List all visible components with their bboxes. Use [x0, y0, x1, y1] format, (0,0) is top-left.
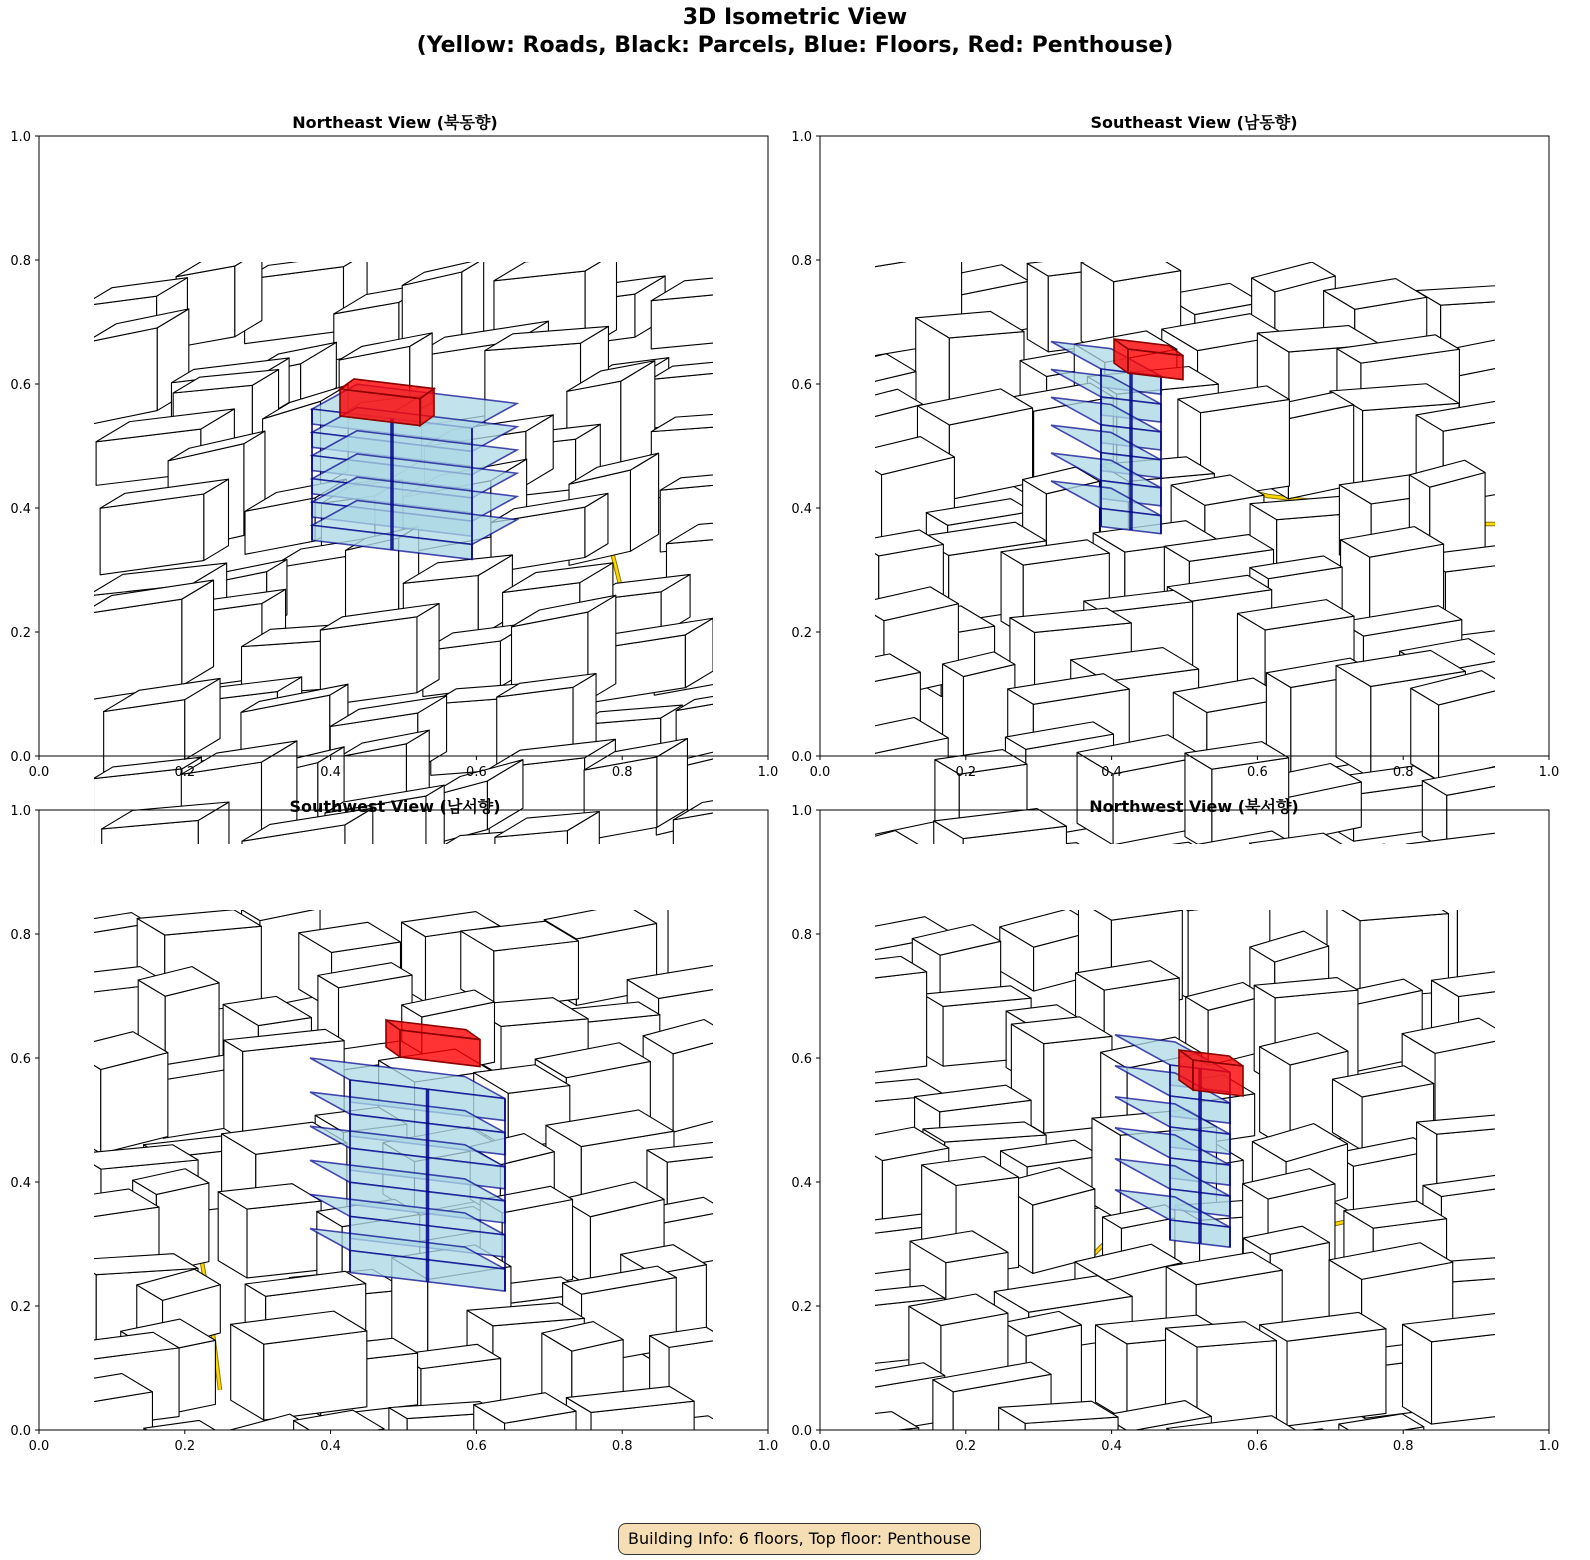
x-tick-label: 0.2 — [174, 765, 196, 780]
plot-southeast — [791, 104, 1590, 790]
parcel-face — [417, 603, 439, 692]
x-tick-label: 0.6 — [466, 1439, 487, 1454]
y-tick-label: 0.0 — [10, 1424, 31, 1439]
y-tick-label: 0.2 — [10, 626, 31, 641]
parcel-face — [651, 294, 720, 349]
parcel-building — [317, 1478, 418, 1560]
parcel-face — [1262, 1429, 1352, 1454]
parcel-face — [852, 1223, 870, 1274]
parcel-face — [1418, 1444, 1528, 1464]
x-tick-label: 0.4 — [1101, 765, 1122, 780]
parcel-face — [1330, 1502, 1354, 1560]
parcel-face — [317, 1486, 340, 1560]
parcel-face — [1188, 1471, 1250, 1560]
parcel-face — [856, 972, 927, 1075]
parcel-face — [137, 1470, 171, 1560]
parcel-building — [144, 1420, 231, 1497]
parcel-building — [832, 1412, 919, 1485]
y-tick-label: 0.2 — [10, 1300, 31, 1315]
parcel-face — [1020, 1481, 1108, 1560]
parcel-face — [48, 1201, 78, 1281]
parcel-face — [1092, 1118, 1120, 1221]
parcel-face — [165, 983, 219, 1069]
parcel-face — [372, 1438, 508, 1472]
x-tick-label: 0.8 — [611, 765, 633, 780]
parcel-face — [1154, 881, 1270, 911]
parcel-building — [999, 1401, 1118, 1488]
parcel-face — [224, 1040, 243, 1140]
parcel-face — [1079, 1443, 1179, 1479]
parcel-building — [1411, 671, 1510, 781]
x-tick-label: 1.0 — [757, 1439, 779, 1454]
parcel-face — [1293, 1447, 1353, 1502]
parcel-building — [1167, 1416, 1300, 1489]
parcel-face — [474, 1461, 507, 1558]
parcel-face — [830, 965, 856, 1075]
parcel-building — [1260, 1312, 1386, 1426]
parcel-face — [846, 1376, 867, 1434]
parcel-face — [508, 1468, 583, 1558]
parcel-building — [830, 956, 926, 1074]
scene-southwest — [48, 865, 762, 1560]
parcel-face — [1079, 1459, 1113, 1560]
plot-northeast — [0, 104, 790, 790]
parcel-building — [943, 652, 1015, 766]
parcel-face — [340, 1492, 418, 1560]
x-tick-label: 0.8 — [1392, 1439, 1414, 1454]
x-tick-label: 0.4 — [320, 765, 341, 780]
x-tick-label: 0.6 — [466, 765, 487, 780]
parcel-building — [474, 1393, 576, 1498]
parcel-face — [988, 1474, 1020, 1560]
parcel-building — [1330, 1493, 1427, 1560]
figure-title-line2: (Yellow: Roads, Black: Parcels, Blue: Floors, Red: Penthouse) — [416, 33, 1174, 58]
parcel-face — [260, 1484, 316, 1555]
x-tick-label: 0.6 — [1247, 1439, 1268, 1454]
parcel-face — [731, 471, 752, 545]
parcel-face — [264, 1331, 367, 1420]
parcel-building — [53, 1374, 153, 1497]
parcel-face — [137, 1454, 232, 1490]
x-tick-label: 0.4 — [320, 1439, 341, 1454]
y-tick-label: 1.0 — [10, 130, 31, 145]
y-tick-label: 1.0 — [791, 804, 812, 819]
panel-northeast — [0, 104, 790, 790]
panel-title-northeast: Northeast View (북동향) — [292, 113, 498, 132]
parcel-face — [761, 685, 779, 768]
parcel-face — [1330, 1493, 1427, 1516]
parcel-face — [636, 1467, 741, 1498]
panel-northwest — [791, 790, 1590, 1490]
parcel-building — [1261, 1469, 1371, 1550]
parcel-face — [591, 1401, 694, 1490]
parcel-face — [1113, 1463, 1180, 1560]
parcel-face — [833, 366, 863, 434]
x-tick-label: 0.2 — [955, 765, 977, 780]
parcel-face — [635, 865, 747, 903]
figure-title — [0, 4, 1590, 60]
parcel-building — [1079, 1443, 1179, 1560]
y-tick-label: 0.8 — [10, 928, 31, 943]
parcel-face — [294, 1420, 325, 1502]
parcel-face — [843, 1086, 869, 1151]
y-tick-label: 0.8 — [791, 254, 812, 269]
parcel-building — [1418, 1444, 1528, 1505]
parcel-face — [505, 1411, 576, 1497]
parcel-face — [840, 1466, 916, 1492]
x-tick-label: 0.4 — [1101, 1439, 1122, 1454]
parcel-building — [372, 1438, 508, 1560]
parcel-building — [1155, 1451, 1250, 1560]
y-tick-label: 0.2 — [791, 626, 812, 641]
y-tick-label: 0.4 — [10, 502, 31, 517]
x-tick-label: 1.0 — [1538, 765, 1560, 780]
plot-southwest — [0, 790, 790, 1490]
x-tick-label: 0.0 — [28, 765, 50, 780]
parcel-face — [53, 1385, 84, 1496]
parcel-face — [1361, 1427, 1424, 1491]
parcel-building — [79, 1450, 185, 1560]
y-tick-label: 0.0 — [10, 750, 31, 765]
parcel-face — [72, 1260, 97, 1342]
panel-southeast — [791, 104, 1590, 790]
parcel-building — [474, 1448, 582, 1558]
parcel-face — [65, 923, 83, 1000]
y-tick-label: 0.4 — [791, 1176, 812, 1191]
y-tick-label: 0.8 — [10, 254, 31, 269]
parcel-face — [839, 404, 864, 483]
parcel-face — [832, 1418, 859, 1484]
parcel-face — [1261, 1469, 1371, 1506]
parcel-face — [474, 1448, 582, 1481]
parcel-building — [1403, 1313, 1529, 1424]
y-tick-label: 0.4 — [791, 502, 812, 517]
y-tick-label: 1.0 — [791, 130, 812, 145]
parcel-face — [988, 1461, 1108, 1493]
parcel-face — [850, 1293, 871, 1364]
panel-southwest — [0, 790, 790, 1490]
parcel-face — [227, 1431, 259, 1500]
y-tick-label: 0.6 — [10, 378, 31, 393]
parcel-face — [720, 274, 753, 342]
x-tick-label: 1.0 — [1538, 1439, 1560, 1454]
y-tick-label: 0.4 — [10, 1176, 31, 1191]
parcel-face — [1433, 875, 1513, 907]
parcel-face — [144, 1428, 175, 1497]
parcel-building — [1398, 1454, 1532, 1560]
parcel-face — [828, 666, 859, 776]
y-tick-label: 0.0 — [791, 1424, 812, 1439]
parcel-building — [236, 1469, 317, 1555]
parcel-face — [1027, 263, 1048, 351]
parcel-building — [651, 274, 753, 349]
parcel-building — [231, 1311, 367, 1420]
parcel-face — [404, 1457, 508, 1560]
parcel-building — [137, 1454, 232, 1560]
parcel-face — [85, 328, 157, 426]
panel-title-southwest: Southwest View (남서향) — [289, 797, 501, 816]
y-tick-label: 0.6 — [791, 1052, 812, 1067]
parcel-face — [389, 1408, 407, 1483]
parcel-building — [643, 1019, 734, 1132]
x-tick-label: 0.2 — [955, 1439, 977, 1454]
parcel-face — [1416, 284, 1542, 305]
parcel-face — [1398, 1465, 1432, 1560]
parcel-face — [1418, 1453, 1436, 1505]
parcel-face — [1339, 1424, 1361, 1490]
parcel-face — [51, 977, 79, 1066]
panel-title-southeast: Southeast View (남동향) — [1090, 113, 1298, 132]
panel-title-northwest: Northwest View (북서향) — [1089, 797, 1299, 816]
parcel-face — [675, 1434, 738, 1489]
parcel-building — [294, 1410, 384, 1502]
parcel-face — [1287, 1329, 1386, 1426]
x-tick-label: 0.0 — [809, 1439, 831, 1454]
parcel-face — [260, 1434, 323, 1501]
x-tick-label: 1.0 — [757, 765, 779, 780]
x-tick-label: 0.0 — [28, 1439, 50, 1454]
parcel-building — [218, 1184, 321, 1278]
parcel-face — [236, 1469, 317, 1494]
parcel-face — [739, 611, 759, 680]
parcel-face — [1432, 1330, 1529, 1424]
parcel-building — [100, 479, 228, 575]
y-tick-label: 0.8 — [791, 928, 812, 943]
scene-northwest — [830, 875, 1557, 1560]
parcel-building — [988, 1461, 1108, 1560]
parcel-face — [236, 1479, 260, 1554]
figure-title-line1: 3D Isometric View — [682, 5, 908, 30]
parcel-face — [99, 1462, 184, 1560]
y-tick-label: 0.0 — [791, 750, 812, 765]
parcel-face — [1354, 1507, 1427, 1560]
parcel-face — [1398, 1454, 1532, 1485]
plot-northwest — [791, 790, 1590, 1490]
parcel-face — [1295, 1490, 1371, 1551]
parcel-face — [247, 1201, 321, 1278]
parcel-face — [859, 1428, 919, 1484]
parcel-face — [1436, 1455, 1528, 1505]
parcel-face — [1432, 1474, 1532, 1560]
parcel-face — [317, 1478, 418, 1500]
parcel-face — [836, 934, 866, 996]
x-tick-label: 0.2 — [174, 1439, 196, 1454]
parcel-building — [1262, 1429, 1352, 1503]
parcel-face — [645, 1423, 675, 1489]
x-tick-label: 0.8 — [611, 1439, 633, 1454]
y-tick-label: 0.6 — [10, 1052, 31, 1067]
parcel-face — [736, 411, 760, 492]
parcel-building — [66, 1032, 168, 1154]
parcel-face — [171, 1474, 233, 1560]
parcel-face — [56, 1345, 82, 1429]
y-tick-label: 0.2 — [791, 1300, 812, 1315]
parcel-face — [556, 1498, 639, 1518]
parcel-face — [1155, 1464, 1188, 1560]
parcel-face — [372, 1452, 404, 1560]
parcel-face — [921, 1499, 1016, 1519]
parcel-face — [1167, 1428, 1195, 1488]
x-tick-label: 0.8 — [1392, 765, 1414, 780]
y-tick-label: 0.6 — [791, 378, 812, 393]
parcel-face — [1261, 1486, 1295, 1550]
building-info-box: Building Info: 6 floors, Top floor: Penthouse — [618, 1523, 981, 1555]
y-tick-label: 1.0 — [10, 804, 31, 819]
parcel-face — [101, 1053, 168, 1154]
parcel-face — [734, 358, 756, 420]
x-tick-label: 0.0 — [809, 765, 831, 780]
parcel-face — [839, 254, 864, 358]
parcel-face — [1155, 1451, 1250, 1483]
x-tick-label: 0.6 — [1247, 765, 1268, 780]
parcel-face — [79, 1465, 99, 1560]
parcel-face — [83, 1392, 152, 1497]
parcel-face — [556, 1507, 574, 1560]
parcel-face — [79, 1450, 185, 1477]
